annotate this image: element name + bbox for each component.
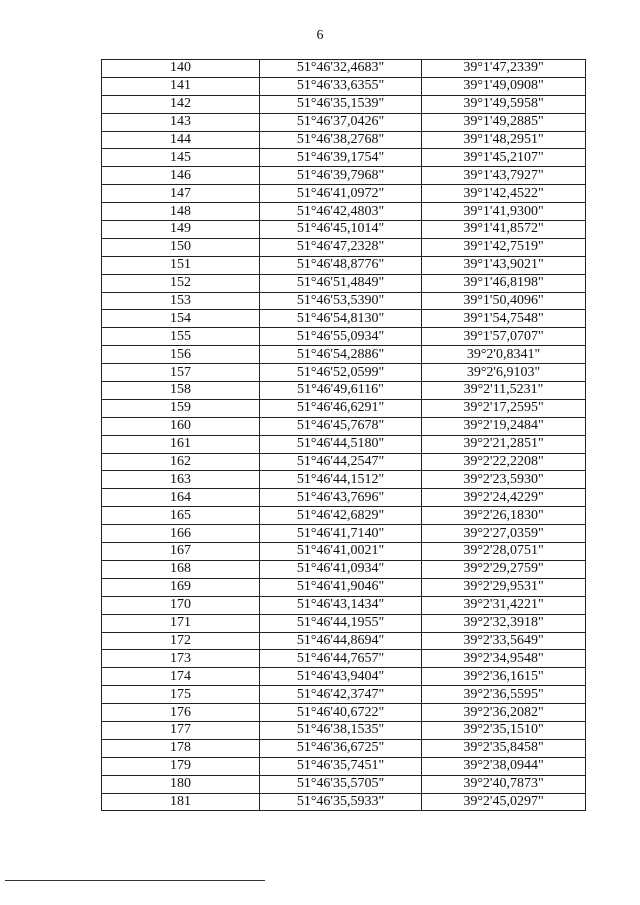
latitude-cell: 51°46'41,0021" [260,543,422,561]
point-number-cell: 152 [102,274,260,292]
table-row [102,95,586,113]
latitude-cell: 51°46'51,4849" [260,274,422,292]
table-row [102,167,586,185]
longitude-cell: 39°2'29,9531" [422,578,586,596]
longitude-cell: 39°2'22,2208" [422,453,586,471]
longitude-cell: 39°2'38,0944" [422,757,586,775]
table-row [102,525,586,543]
table-row [102,382,586,400]
longitude-cell: 39°2'36,5595" [422,686,586,704]
longitude-cell: 39°1'46,8198" [422,274,586,292]
table-row [102,328,586,346]
longitude-cell: 39°2'24,4229" [422,489,586,507]
point-number-cell: 164 [102,489,260,507]
table-row [102,739,586,757]
longitude-cell: 39°2'35,8458" [422,739,586,757]
point-number-cell: 154 [102,310,260,328]
table-row [102,614,586,632]
table-row [102,131,586,149]
table-row [102,221,586,239]
latitude-cell: 51°46'39,7968" [260,167,422,185]
longitude-cell: 39°2'27,0359" [422,525,586,543]
point-number-cell: 165 [102,507,260,525]
longitude-cell: 39°2'40,7873" [422,775,586,793]
point-number-cell: 180 [102,775,260,793]
table-row [102,543,586,561]
point-number-cell: 141 [102,77,260,95]
point-number-cell: 173 [102,650,260,668]
table-row [102,274,586,292]
table-row [102,704,586,722]
latitude-cell: 51°46'44,2547" [260,453,422,471]
longitude-cell: 39°1'41,9300" [422,203,586,221]
point-number-cell: 167 [102,543,260,561]
latitude-cell: 51°46'42,3747" [260,686,422,704]
table-row [102,632,586,650]
latitude-cell: 51°46'43,1434" [260,596,422,614]
latitude-cell: 51°46'45,7678" [260,417,422,435]
point-number-cell: 178 [102,739,260,757]
latitude-cell: 51°46'32,4683" [260,60,422,78]
latitude-cell: 51°46'53,5390" [260,292,422,310]
latitude-cell: 51°46'44,1512" [260,471,422,489]
point-number-cell: 157 [102,364,260,382]
table-row [102,346,586,364]
longitude-cell: 39°1'48,2951" [422,131,586,149]
point-number-cell: 145 [102,149,260,167]
point-number-cell: 171 [102,614,260,632]
longitude-cell: 39°2'36,1615" [422,668,586,686]
point-number-cell: 175 [102,686,260,704]
table-row [102,686,586,704]
point-number-cell: 140 [102,60,260,78]
point-number-cell: 151 [102,256,260,274]
table-row [102,471,586,489]
point-number-cell: 163 [102,471,260,489]
latitude-cell: 51°46'54,2886" [260,346,422,364]
longitude-cell: 39°1'42,7519" [422,238,586,256]
longitude-cell: 39°1'45,2107" [422,149,586,167]
table-row [102,149,586,167]
point-number-cell: 170 [102,596,260,614]
table-row [102,721,586,739]
table-row [102,489,586,507]
table-row [102,453,586,471]
longitude-cell: 39°2'17,2595" [422,399,586,417]
longitude-cell: 39°2'35,1510" [422,721,586,739]
table-row [102,650,586,668]
table-row [102,668,586,686]
point-number-cell: 169 [102,578,260,596]
latitude-cell: 51°46'35,7451" [260,757,422,775]
longitude-cell: 39°1'41,8572" [422,221,586,239]
latitude-cell: 51°46'52,0599" [260,364,422,382]
point-number-cell: 179 [102,757,260,775]
longitude-cell: 39°2'36,2082" [422,704,586,722]
point-number-cell: 142 [102,95,260,113]
longitude-cell: 39°1'43,9021" [422,256,586,274]
point-number-cell: 160 [102,417,260,435]
latitude-cell: 51°46'44,5180" [260,435,422,453]
latitude-cell: 51°46'36,6725" [260,739,422,757]
point-number-cell: 156 [102,346,260,364]
table-row [102,507,586,525]
point-number-cell: 162 [102,453,260,471]
latitude-cell: 51°46'42,6829" [260,507,422,525]
longitude-cell: 39°1'42,4522" [422,185,586,203]
point-number-cell: 147 [102,185,260,203]
footnote-separator [5,880,265,881]
longitude-cell: 39°2'29,2759" [422,560,586,578]
point-number-cell: 146 [102,167,260,185]
page-number: 6 [316,28,324,43]
longitude-cell: 39°2'45,0297" [422,793,586,811]
table-row [102,113,586,131]
latitude-cell: 51°46'38,2768" [260,131,422,149]
latitude-cell: 51°46'41,7140" [260,525,422,543]
latitude-cell: 51°46'48,8776" [260,256,422,274]
point-number-cell: 166 [102,525,260,543]
table-row [102,757,586,775]
longitude-cell: 39°2'28,0751" [422,543,586,561]
table-row [102,60,586,78]
point-number-cell: 172 [102,632,260,650]
latitude-cell: 51°46'38,1535" [260,721,422,739]
longitude-cell: 39°2'21,2851" [422,435,586,453]
table-row [102,399,586,417]
table-row [102,596,586,614]
latitude-cell: 51°46'33,6355" [260,77,422,95]
longitude-cell: 39°2'11,5231" [422,382,586,400]
coordinates-table-body [102,60,586,811]
point-number-cell: 158 [102,382,260,400]
point-number-cell: 161 [102,435,260,453]
latitude-cell: 51°46'44,1955" [260,614,422,632]
table-row [102,560,586,578]
table-row [102,310,586,328]
longitude-cell: 39°2'26,1830" [422,507,586,525]
table-row [102,203,586,221]
longitude-cell: 39°1'43,7927" [422,167,586,185]
latitude-cell: 51°46'42,4803" [260,203,422,221]
longitude-cell: 39°1'54,7548" [422,310,586,328]
latitude-cell: 51°46'41,0934" [260,560,422,578]
latitude-cell: 51°46'44,7657" [260,650,422,668]
latitude-cell: 51°46'44,8694" [260,632,422,650]
latitude-cell: 51°46'46,6291" [260,399,422,417]
longitude-cell: 39°1'49,5958" [422,95,586,113]
point-number-cell: 149 [102,221,260,239]
point-number-cell: 155 [102,328,260,346]
table-row [102,435,586,453]
latitude-cell: 51°46'35,1539" [260,95,422,113]
point-number-cell: 143 [102,113,260,131]
longitude-cell: 39°1'49,0908" [422,77,586,95]
latitude-cell: 51°46'43,9404" [260,668,422,686]
longitude-cell: 39°2'6,9103" [422,364,586,382]
longitude-cell: 39°2'31,4221" [422,596,586,614]
longitude-cell: 39°1'49,2885" [422,113,586,131]
latitude-cell: 51°46'35,5705" [260,775,422,793]
point-number-cell: 177 [102,721,260,739]
table-row [102,77,586,95]
latitude-cell: 51°46'45,1014" [260,221,422,239]
latitude-cell: 51°46'40,6722" [260,704,422,722]
latitude-cell: 51°46'39,1754" [260,149,422,167]
table-row [102,256,586,274]
longitude-cell: 39°2'19,2484" [422,417,586,435]
point-number-cell: 174 [102,668,260,686]
longitude-cell: 39°2'32,3918" [422,614,586,632]
point-number-cell: 148 [102,203,260,221]
point-number-cell: 168 [102,560,260,578]
longitude-cell: 39°2'23,5930" [422,471,586,489]
longitude-cell: 39°2'33,5649" [422,632,586,650]
longitude-cell: 39°2'34,9548" [422,650,586,668]
table-row [102,775,586,793]
latitude-cell: 51°46'49,6116" [260,382,422,400]
latitude-cell: 51°46'37,0426" [260,113,422,131]
point-number-cell: 153 [102,292,260,310]
point-number-cell: 176 [102,704,260,722]
coordinates-table [101,59,586,811]
point-number-cell: 159 [102,399,260,417]
table-row [102,185,586,203]
table-row [102,364,586,382]
point-number-cell: 150 [102,238,260,256]
table-row [102,793,586,811]
table-row [102,292,586,310]
latitude-cell: 51°46'41,9046" [260,578,422,596]
latitude-cell: 51°46'41,0972" [260,185,422,203]
latitude-cell: 51°46'43,7696" [260,489,422,507]
latitude-cell: 51°46'35,5933" [260,793,422,811]
latitude-cell: 51°46'55,0934" [260,328,422,346]
table-row [102,578,586,596]
table-row [102,238,586,256]
longitude-cell: 39°2'0,8341" [422,346,586,364]
point-number-cell: 181 [102,793,260,811]
point-number-cell: 144 [102,131,260,149]
longitude-cell: 39°1'47,2339" [422,60,586,78]
longitude-cell: 39°1'50,4096" [422,292,586,310]
latitude-cell: 51°46'54,8130" [260,310,422,328]
table-row [102,417,586,435]
longitude-cell: 39°1'57,0707" [422,328,586,346]
latitude-cell: 51°46'47,2328" [260,238,422,256]
